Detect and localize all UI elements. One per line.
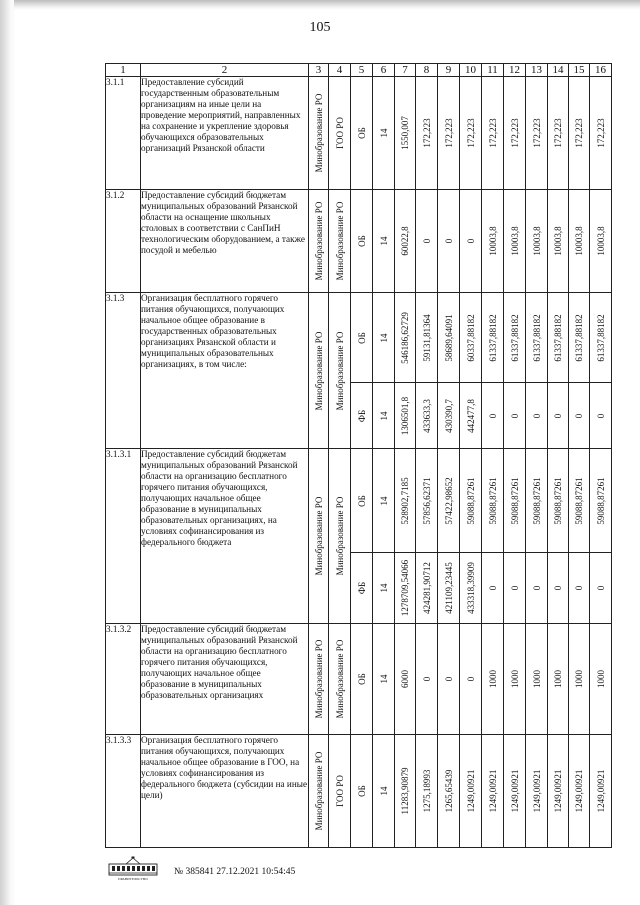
amount-cell-text: 0: [465, 238, 476, 244]
amount-cell: [395, 449, 416, 553]
amount-cell: [416, 735, 438, 848]
funding-source: [351, 77, 373, 190]
responsible-executor: [309, 449, 329, 624]
item-description: Организация бесплатного горячего питания обучающихся, получающих начальное общее образование в ГОО, на условиях софинансирования из федерального бюджета (субсидии на иные цели): [141, 735, 309, 848]
table-row: [106, 293, 612, 383]
participant-text: Минобразование РО: [334, 496, 345, 576]
responsible-executor: [309, 735, 329, 848]
amount-cell: [590, 293, 612, 383]
amount-cell-text: 1000: [531, 670, 542, 688]
amount-cell: [526, 190, 548, 293]
item-description: Предоставление субсидий государственным образовательным организациям на иные цели на проведение мероприятий, направленных на сохранение и укрепление здоровья обучающихся образовательных организаций Рязанской области: [141, 77, 309, 190]
amount-cell-text: 58689,64091: [443, 313, 454, 362]
amount-cell: [504, 449, 526, 553]
responsible-executor: [309, 293, 329, 449]
amount-cell: [526, 735, 548, 848]
amount-cell-text: 59088,87261: [465, 476, 476, 525]
amount-cell-text: 59131,81364: [421, 313, 432, 362]
amount-cell-text: 59088,87261: [509, 476, 520, 525]
code-cell: [373, 383, 395, 449]
participant: [329, 735, 351, 848]
amount-cell: [438, 449, 460, 553]
amount-cell-text: 59088,87261: [595, 476, 606, 525]
amount-cell-text: 6000: [400, 670, 410, 688]
amount-cell-text: 59088,87261: [531, 476, 542, 525]
amount-cell-text: 433318,39909: [465, 562, 476, 614]
code-cell: [373, 293, 395, 383]
amount-cell: [482, 383, 504, 449]
header-cell: 14: [548, 64, 569, 77]
amount-cell: [416, 449, 438, 553]
amount-cell-text: 1278709,54066: [400, 559, 410, 617]
amount-cell-text: 57422,98652: [443, 476, 454, 525]
amount-cell: [504, 77, 526, 190]
responsible-executor-text: Минобразование РО: [313, 751, 324, 831]
amount-cell-text: 546186,62729: [400, 311, 410, 364]
amount-cell: [569, 293, 590, 383]
stamp-caption: ПРАВИТЕЛЬСТВО: [118, 877, 148, 881]
amount-cell-text: 61337,88182: [531, 313, 542, 362]
amount-cell: [526, 449, 548, 553]
responsible-executor: [309, 77, 329, 190]
code-cell: [373, 624, 395, 735]
amount-cell-text: 1249,00921: [553, 769, 563, 813]
code-cell: [373, 190, 395, 293]
amount-cell-text: 172,223: [421, 118, 432, 148]
amount-cell: [438, 293, 460, 383]
item-number: 3.1.3.3: [106, 735, 141, 848]
amount-cell-text: 172,223: [443, 118, 454, 148]
amount-cell-text: 0: [531, 413, 542, 418]
funding-source-text: ОБ: [356, 785, 367, 797]
amount-cell-text: 1550,007: [400, 116, 410, 150]
amount-cell: [395, 735, 416, 848]
amount-cell: [416, 190, 438, 293]
amount-cell-text: 59088,87261: [553, 476, 563, 525]
header-cell: 6: [373, 64, 395, 77]
funding-source: [351, 449, 373, 553]
amount-cell: [548, 383, 569, 449]
item-description: Организация бесплатного горячего питания обучающихся, получающих начальное общее образование в государственных образовательных организациях Рязанской области и муниципальных образовательных организациях, в том числе:: [141, 293, 309, 449]
amount-cell-text: 59088,87261: [574, 476, 584, 525]
amount-cell: [548, 735, 569, 848]
amount-cell: [460, 190, 482, 293]
funding-source-text: ФБ: [356, 409, 367, 422]
amount-cell-text: 0: [421, 238, 432, 244]
amount-cell-text: 1000: [574, 670, 584, 688]
header-cell: 11: [482, 64, 504, 77]
amount-cell-text: 0: [443, 238, 454, 244]
code-cell-text: 14: [378, 128, 389, 138]
amount-cell: [460, 77, 482, 190]
table-row: [106, 190, 612, 293]
amount-cell: [438, 553, 460, 624]
funding-source-text: ОБ: [356, 235, 367, 247]
participant-text: ГОО РО: [334, 775, 345, 807]
funding-source-text: ОБ: [356, 331, 367, 344]
amount-cell: [504, 553, 526, 624]
amount-cell: [482, 77, 504, 190]
amount-cell: [548, 449, 569, 553]
amount-cell: [482, 624, 504, 735]
participant: [329, 293, 351, 449]
amount-cell: [590, 553, 612, 624]
code-cell-text: 14: [378, 674, 389, 684]
amount-cell: [504, 190, 526, 293]
amount-cell-text: 0: [487, 585, 498, 591]
amount-cell: [548, 624, 569, 735]
amount-cell: [438, 383, 460, 449]
amount-cell-text: 0: [595, 585, 606, 591]
item-number: 3.1.3: [106, 293, 141, 449]
participant-text: Минобразование РО: [334, 639, 345, 719]
header-cell: 3: [309, 64, 329, 77]
responsible-executor-text: Минобразование РО: [313, 93, 324, 173]
amount-cell-text: 0: [509, 585, 520, 591]
amount-cell-text: 0: [531, 585, 542, 591]
amount-cell-text: 0: [509, 413, 520, 418]
amount-cell-text: 10003,8: [574, 226, 584, 256]
responsible-executor: [309, 190, 329, 293]
code-cell: [373, 735, 395, 848]
amount-cell: [590, 77, 612, 190]
amount-cell: [438, 190, 460, 293]
amount-cell-text: 424281,90712: [421, 562, 432, 614]
participant-text: Минобразование РО: [334, 331, 345, 410]
amount-cell-text: 172,223: [509, 118, 520, 148]
amount-cell-text: 172,223: [595, 118, 606, 148]
funding-source: [351, 190, 373, 293]
header-cell: 10: [460, 64, 482, 77]
funding-source: [351, 553, 373, 624]
amount-cell-text: 61337,88182: [553, 313, 563, 362]
participant: [329, 449, 351, 624]
amount-cell-text: 61337,88182: [509, 313, 520, 362]
amount-cell-text: 10003,8: [531, 226, 542, 256]
amount-cell: [504, 624, 526, 735]
header-cell: 15: [569, 64, 590, 77]
funding-source-text: ОБ: [356, 127, 367, 139]
item-description: Предоставление субсидий бюджетам муниципальных образований Рязанской области на организацию бесплатного горячего питания обучающихся, получающих начальное общее образование в муниципальных образовательных организациях: [141, 624, 309, 735]
amount-cell: [460, 553, 482, 624]
amount-cell: [438, 735, 460, 848]
amount-cell: [416, 624, 438, 735]
amount-cell-text: 1000: [509, 670, 520, 688]
amount-cell-text: 61337,88182: [595, 313, 606, 362]
amount-cell: [395, 190, 416, 293]
amount-cell-text: 1265,65439: [443, 769, 454, 813]
amount-cell: [416, 383, 438, 449]
responsible-executor-text: Минобразование РО: [313, 331, 324, 410]
code-cell-text: 14: [378, 333, 389, 342]
funding-source-text: ФБ: [356, 581, 367, 595]
amount-cell: [569, 735, 590, 848]
header-cell: 1: [106, 64, 141, 77]
participant: [329, 624, 351, 735]
amount-cell-text: 61337,88182: [574, 313, 584, 362]
amount-cell: [504, 293, 526, 383]
amount-cell: [395, 77, 416, 190]
amount-cell-text: 0: [487, 413, 498, 418]
footer: [108, 856, 308, 896]
code-cell-text: 14: [378, 411, 389, 420]
funding-source: [351, 293, 373, 383]
amount-cell-text: 57856,62371: [421, 476, 432, 525]
amount-cell-text: 61337,88182: [487, 313, 498, 362]
amount-cell: [438, 624, 460, 735]
amount-cell-text: 1000: [553, 670, 563, 688]
amount-cell: [569, 77, 590, 190]
code-cell-text: 14: [378, 786, 389, 796]
amount-cell: [460, 735, 482, 848]
funding-source: [351, 383, 373, 449]
amount-cell-text: 172,223: [553, 118, 563, 148]
code-cell: [373, 77, 395, 190]
amount-cell: [482, 190, 504, 293]
amount-cell: [482, 553, 504, 624]
amount-cell-text: 1249,00921: [595, 769, 606, 813]
amount-cell-text: 1249,00921: [487, 769, 498, 813]
amount-cell-text: 0: [574, 413, 584, 418]
responsible-executor-text: Минобразование РО: [313, 496, 324, 576]
amount-cell-text: 172,223: [465, 118, 476, 148]
amount-cell: [569, 553, 590, 624]
amount-cell-text: 1000: [487, 670, 498, 688]
amount-cell: [548, 553, 569, 624]
item-number: 3.1.3.1: [106, 449, 141, 624]
responsible-executor-text: Минобразование РО: [313, 639, 324, 719]
amount-cell-text: 10003,8: [509, 226, 520, 256]
amount-cell-text: 442477,8: [465, 398, 476, 433]
header-cell: 7: [395, 64, 416, 77]
funding-source-text: ОБ: [356, 494, 367, 507]
code-cell-text: 14: [378, 496, 389, 505]
item-description: Предоставление субсидий бюджетам муниципальных образований Рязанской области на оснащение школьных столовых в соответствии с СанПиН технологическим оборудованием, а также посудой и мебелью: [141, 190, 309, 293]
amount-cell: [504, 735, 526, 848]
amount-cell: [590, 624, 612, 735]
code-cell: [373, 553, 395, 624]
table-row: [106, 624, 612, 735]
amount-cell: [460, 383, 482, 449]
header-cell: 5: [351, 64, 373, 77]
amount-cell: [569, 190, 590, 293]
amount-cell: [526, 383, 548, 449]
amount-cell: [590, 190, 612, 293]
amount-cell-text: 0: [443, 676, 454, 682]
amount-cell-text: 0: [553, 585, 563, 591]
amount-cell-text: 1249,00921: [574, 769, 584, 813]
scan-edge-top: [0, 0, 640, 10]
amount-cell: [460, 293, 482, 383]
responsible-executor: [309, 624, 329, 735]
code-cell-text: 14: [378, 583, 389, 593]
amount-cell: [548, 77, 569, 190]
amount-cell-text: 1249,00921: [509, 769, 520, 813]
code-cell: [373, 449, 395, 553]
amount-cell: [416, 553, 438, 624]
amount-cell-text: 10003,8: [487, 226, 498, 256]
amount-cell: [526, 553, 548, 624]
amount-cell: [416, 77, 438, 190]
header-cell: 4: [329, 64, 351, 77]
funding-source: [351, 735, 373, 848]
amount-cell-text: 0: [553, 413, 563, 418]
amount-cell-text: 0: [421, 676, 432, 682]
amount-cell: [482, 293, 504, 383]
amount-cell-text: 10003,8: [595, 226, 606, 256]
amount-cell-text: 172,223: [487, 118, 498, 148]
amount-cell-text: 1249,00921: [531, 769, 542, 813]
amount-cell: [590, 735, 612, 848]
amount-cell: [395, 293, 416, 383]
amount-cell-text: 10003,8: [553, 226, 563, 256]
responsible-executor-text: Минобразование РО: [313, 201, 324, 281]
amount-cell-text: 172,223: [531, 118, 542, 148]
item-number: 3.1.1: [106, 77, 141, 190]
government-emblem-icon: [108, 856, 158, 876]
participant: [329, 190, 351, 293]
item-number: 3.1.3.2: [106, 624, 141, 735]
amount-cell-text: 1249,00921: [465, 769, 476, 813]
amount-cell-text: 172,223: [574, 118, 584, 148]
amount-cell-text: 0: [595, 413, 606, 418]
funding-source-text: ОБ: [356, 673, 367, 685]
header-cell: 2: [141, 64, 309, 77]
funding-source: [351, 624, 373, 735]
header-row: [106, 64, 612, 77]
amount-cell-text: 60022,8: [400, 226, 410, 256]
item-description: Предоставление субсидий бюджетам муниципальных образований Рязанской области на организацию бесплатного горячего питания обучающихся, получающих начальное общее образование в муниципальных образовательных организациях, на условиях софинансирования из федерального бюджета: [141, 449, 309, 624]
scan-edge-left: [0, 0, 14, 905]
table-row: [106, 77, 612, 190]
amount-cell-text: 421109,23445: [443, 562, 454, 614]
header-cell: 9: [438, 64, 460, 77]
amount-cell: [526, 624, 548, 735]
amount-cell-text: 59088,87261: [487, 476, 498, 525]
budget-table: [105, 63, 612, 848]
amount-cell: [395, 383, 416, 449]
amount-cell: [416, 293, 438, 383]
amount-cell: [526, 293, 548, 383]
amount-cell-text: 60337,88182: [465, 313, 476, 362]
amount-cell-text: 430390,7: [443, 398, 454, 433]
header-cell: 16: [590, 64, 612, 77]
amount-cell-text: 528902,7185: [400, 476, 410, 525]
amount-cell: [482, 449, 504, 553]
amount-cell-text: 433633,3: [421, 398, 432, 433]
amount-cell-text: 11283,90879: [400, 767, 410, 815]
amount-cell-text: 1000: [595, 670, 606, 688]
header-cell: 13: [526, 64, 548, 77]
amount-cell: [395, 624, 416, 735]
code-cell-text: 14: [378, 236, 389, 246]
amount-cell-text: 1275,18993: [421, 769, 432, 813]
amount-cell: [569, 383, 590, 449]
amount-cell: [548, 190, 569, 293]
amount-cell: [590, 449, 612, 553]
participant-text: ГОО РО: [334, 117, 345, 149]
participant: [329, 77, 351, 190]
amount-cell: [569, 449, 590, 553]
amount-cell: [395, 553, 416, 624]
amount-cell: [590, 383, 612, 449]
item-number: 3.1.2: [106, 190, 141, 293]
amount-cell: [526, 77, 548, 190]
amount-cell: [504, 383, 526, 449]
table-row: [106, 449, 612, 553]
amount-cell: [548, 293, 569, 383]
amount-cell-text: 0: [465, 676, 476, 682]
header-cell: 8: [416, 64, 438, 77]
amount-cell: [460, 624, 482, 735]
amount-cell: [438, 77, 460, 190]
table-row: [106, 735, 612, 848]
amount-cell: [460, 449, 482, 553]
amount-cell-text: 1306501,8: [400, 396, 410, 435]
amount-cell: [569, 624, 590, 735]
amount-cell-text: 0: [574, 585, 584, 591]
page-number: 105: [309, 20, 331, 35]
amount-cell: [482, 735, 504, 848]
registration-number: № 385841 27.12.2021 10:54:45: [174, 867, 296, 877]
header-cell: 12: [504, 64, 526, 77]
participant-text: Минобразование РО: [334, 201, 345, 281]
